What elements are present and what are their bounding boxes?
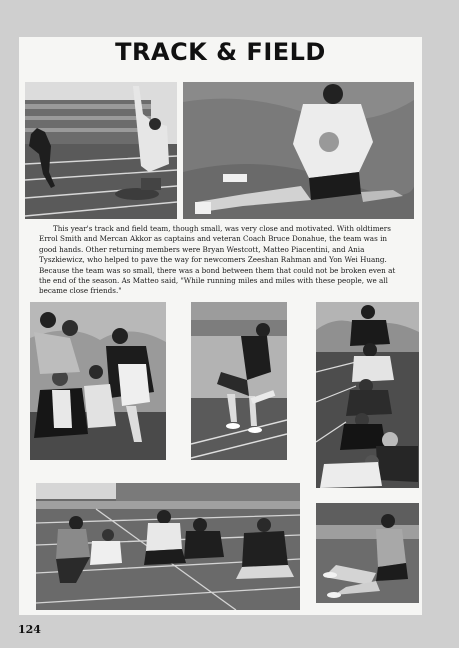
photo-team-stretching-on-track [36, 483, 300, 610]
page-number: 124 [18, 623, 41, 636]
article-text [39, 224, 405, 297]
photo-track-warmup [25, 82, 177, 219]
photo-team-group [30, 302, 166, 460]
photo-stretching-athlete [191, 302, 287, 460]
photo-athlete-on-grass [183, 82, 414, 219]
photo-hurdle-stretch [316, 503, 419, 603]
yearbook-page [19, 37, 422, 615]
photo-stacked-team [316, 302, 419, 488]
article-paragraph: This year's track and field team, though small, was very close and motivated. With oldtimers Errol Smith and Mercan Akkor as captains and veteran Coach Bruce Donahue, the team was in good hands. Other returning members were Bryan Westcott, Matteo Piacentini, and Ania Tyszkiewicz, who helped to pave the way for newcomers Zeeshan Rahman and Yon Wei Huang. Because the team was so small, there was a bond between them that could not be broken even at the end of the season. As Matteo said, "While running miles and miles with these people, we all became close friends." [39, 224, 396, 296]
page-title: TRACK & FIELD [115, 38, 326, 66]
